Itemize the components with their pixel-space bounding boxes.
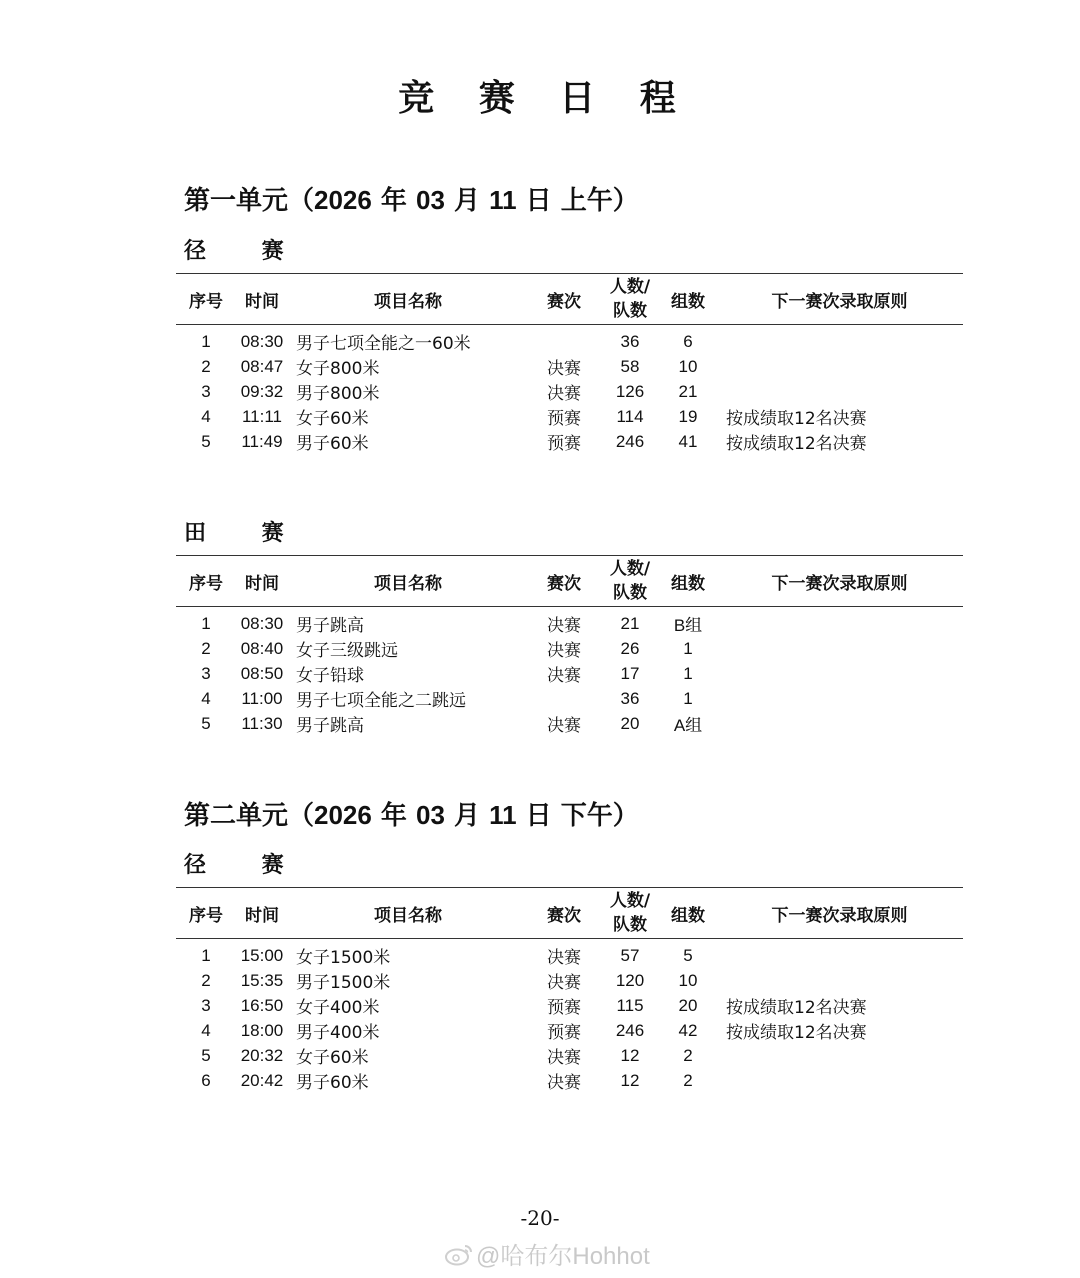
cell-count: 26 — [620, 638, 640, 658]
cell-groups: 1 — [683, 688, 693, 708]
cell-time: 08:30 — [240, 613, 284, 633]
unit2-track-rows — [176, 939, 963, 1094]
col-count-header-line1: 人数/ — [609, 277, 651, 297]
cell-advance-rule — [716, 661, 963, 686]
unit1-field-heading: 田 赛 — [184, 521, 308, 546]
col-groups-header: 组数 — [660, 274, 716, 325]
cell-round — [528, 325, 600, 355]
col-time-header: 时间 — [236, 556, 288, 607]
cell-count: 120 — [615, 970, 645, 990]
unit2-month: 03 — [416, 800, 445, 830]
cell-groups: 10 — [678, 356, 698, 376]
table-row — [176, 968, 963, 993]
cell-time: 20:32 — [240, 1045, 284, 1065]
unit1-field-rows — [176, 607, 963, 737]
cell-event-name: 男子七项全能之一60米 — [296, 334, 471, 354]
cell-event-name: 女子400米 — [296, 998, 380, 1018]
col-count-header-line2: 队数 — [613, 301, 647, 321]
col-name-header: 项目名称 — [288, 274, 528, 325]
unit1-track-heading: 径 赛 — [184, 239, 308, 264]
cell-groups: B组 — [673, 616, 703, 635]
unit2-day-char: 日 — [525, 801, 552, 831]
col-count-header-line1: 人数/ — [609, 559, 651, 579]
cell-no: 2 — [201, 638, 211, 658]
cell-event-name: 男子60米 — [296, 434, 369, 454]
cell-time: 08:30 — [240, 331, 284, 351]
cell-time: 20:42 — [240, 1070, 284, 1090]
unit1-heading — [184, 180, 639, 217]
unit1-track-rows — [176, 325, 963, 455]
cell-round: 预赛 — [547, 1023, 581, 1043]
cell-round: 预赛 — [547, 998, 581, 1018]
table-header-row — [176, 274, 963, 325]
cell-groups: 2 — [683, 1070, 693, 1090]
cell-no: 5 — [201, 1045, 211, 1065]
cell-round: 决赛 — [547, 666, 581, 686]
cell-no: 4 — [201, 688, 211, 708]
cell-no: 4 — [201, 1020, 211, 1040]
table-row — [176, 686, 963, 711]
cell-groups: 19 — [678, 406, 698, 426]
cell-count: 17 — [620, 663, 640, 683]
cell-time: 08:50 — [240, 663, 284, 683]
table-row — [176, 607, 963, 637]
cell-no: 3 — [201, 663, 211, 683]
col-count-header-line2: 队数 — [613, 915, 647, 935]
cell-groups: A组 — [673, 716, 703, 735]
cell-event-name: 女子铅球 — [296, 666, 364, 686]
cell-event-name: 女子800米 — [296, 359, 380, 379]
cell-round: 决赛 — [547, 973, 581, 993]
cell-time: 18:00 — [240, 1020, 284, 1040]
cell-event-name: 女子三级跳远 — [296, 641, 398, 661]
cell-time: 11:11 — [241, 406, 283, 426]
col-rule-header: 下一赛次录取原则 — [716, 274, 963, 325]
col-count-header — [600, 888, 660, 939]
unit1-month: 03 — [416, 185, 445, 215]
col-round-header: 赛次 — [528, 888, 600, 939]
page-title: 竞 赛 日 程 — [398, 77, 692, 119]
cell-groups: 1 — [683, 638, 693, 658]
cell-event-name: 男子400米 — [296, 1023, 380, 1043]
cell-event-name: 男子跳高 — [296, 616, 364, 636]
cell-count: 20 — [620, 713, 640, 733]
cell-groups: 41 — [678, 431, 698, 451]
table-row — [176, 354, 963, 379]
cell-count: 57 — [620, 945, 640, 965]
cell-groups: 2 — [683, 1045, 693, 1065]
cell-time: 08:40 — [240, 638, 284, 658]
unit2-track-heading: 径 赛 — [184, 853, 308, 878]
cell-event-name: 女子1500米 — [296, 948, 391, 968]
cell-no: 1 — [201, 613, 211, 633]
table-header-row — [176, 556, 963, 607]
unit1-track-table — [176, 273, 963, 454]
cell-time: 08:47 — [240, 356, 284, 376]
cell-advance-rule — [716, 607, 963, 637]
unit1-period: 上午） — [560, 186, 639, 216]
cell-time: 11:00 — [241, 688, 283, 708]
cell-count: 126 — [615, 381, 645, 401]
cell-groups: 21 — [678, 381, 698, 401]
cell-event-name: 男子800米 — [296, 384, 380, 404]
col-round-header: 赛次 — [528, 556, 600, 607]
cell-count: 36 — [620, 688, 640, 708]
cell-event-name: 男子1500米 — [296, 973, 391, 993]
cell-round: 决赛 — [547, 1073, 581, 1093]
col-round-header: 赛次 — [528, 274, 600, 325]
cell-round: 决赛 — [547, 641, 581, 661]
cell-no: 2 — [201, 356, 211, 376]
unit1-year: 2026 — [314, 185, 372, 215]
cell-advance-rule — [716, 325, 963, 355]
table-row — [176, 711, 963, 736]
cell-advance-rule: 按成绩取12名决赛 — [726, 1023, 867, 1043]
unit1-day: 11 — [489, 185, 517, 215]
table-row — [176, 379, 963, 404]
cell-event-name: 女子60米 — [296, 1048, 369, 1068]
cell-round — [528, 686, 600, 711]
cell-round: 预赛 — [547, 434, 581, 454]
cell-round: 决赛 — [547, 616, 581, 636]
cell-event-name: 女子60米 — [296, 409, 369, 429]
cell-advance-rule — [716, 1043, 963, 1068]
unit1-year-char: 年 — [380, 186, 407, 216]
cell-advance-rule — [716, 711, 963, 736]
unit2-prefix: 第二单元（ — [184, 801, 315, 831]
col-name-header: 项目名称 — [288, 888, 528, 939]
cell-no: 5 — [201, 713, 211, 733]
cell-advance-rule — [716, 968, 963, 993]
table-row — [176, 939, 963, 969]
cell-event-name: 男子60米 — [296, 1073, 369, 1093]
cell-groups: 5 — [683, 945, 693, 965]
cell-count: 246 — [615, 1020, 645, 1040]
col-name-header: 项目名称 — [288, 556, 528, 607]
col-count-header — [600, 556, 660, 607]
col-count-header-line2: 队数 — [613, 583, 647, 603]
table-row — [176, 636, 963, 661]
cell-no: 1 — [201, 945, 211, 965]
cell-count: 36 — [620, 331, 640, 351]
cell-advance-rule: 按成绩取12名决赛 — [726, 998, 867, 1018]
cell-advance-rule: 按成绩取12名决赛 — [726, 409, 867, 429]
cell-no: 5 — [201, 431, 211, 451]
cell-count: 21 — [620, 613, 640, 633]
cell-groups: 20 — [678, 995, 698, 1015]
cell-event-name: 男子七项全能之二跳远 — [296, 691, 466, 711]
cell-time: 11:49 — [241, 431, 283, 451]
cell-advance-rule — [716, 379, 963, 404]
table-row — [176, 404, 963, 429]
unit2-heading — [184, 795, 639, 832]
cell-advance-rule — [716, 636, 963, 661]
cell-round: 决赛 — [547, 359, 581, 379]
cell-no: 3 — [201, 995, 211, 1015]
table-row — [176, 429, 963, 454]
table-row — [176, 325, 963, 355]
cell-time: 16:50 — [240, 995, 284, 1015]
col-time-header: 时间 — [236, 274, 288, 325]
watermark — [444, 1236, 650, 1271]
cell-count: 12 — [620, 1045, 640, 1065]
watermark-text: @哈布尔Hohhot — [476, 1243, 650, 1270]
col-groups-header: 组数 — [660, 556, 716, 607]
cell-no: 2 — [201, 970, 211, 990]
cell-round: 决赛 — [547, 716, 581, 736]
cell-round: 预赛 — [547, 409, 581, 429]
cell-no: 6 — [201, 1070, 211, 1090]
unit2-year: 2026 — [314, 800, 372, 830]
col-time-header: 时间 — [236, 888, 288, 939]
cell-event-name: 男子跳高 — [296, 716, 364, 736]
unit1-day-char: 日 — [525, 186, 552, 216]
col-count-header-line1: 人数/ — [609, 891, 651, 911]
col-count-header — [600, 274, 660, 325]
unit2-year-char: 年 — [380, 801, 407, 831]
cell-advance-rule — [716, 354, 963, 379]
table-row — [176, 1043, 963, 1068]
cell-advance-rule — [716, 686, 963, 711]
col-no-header: 序号 — [176, 274, 236, 325]
table-row — [176, 1068, 963, 1093]
cell-groups: 10 — [678, 970, 698, 990]
table-header-row — [176, 888, 963, 939]
unit2-month-char: 月 — [453, 801, 480, 831]
cell-count: 246 — [615, 431, 645, 451]
cell-advance-rule — [716, 1068, 963, 1093]
cell-count: 115 — [616, 995, 644, 1015]
cell-groups: 42 — [678, 1020, 698, 1040]
unit1-prefix: 第一单元（ — [184, 186, 315, 216]
unit2-period: 下午） — [560, 801, 639, 831]
cell-no: 3 — [201, 381, 211, 401]
cell-count: 114 — [616, 406, 644, 426]
cell-advance-rule — [716, 939, 963, 969]
cell-time: 09:32 — [240, 381, 284, 401]
table-row — [176, 1018, 963, 1043]
cell-no: 1 — [201, 331, 211, 351]
cell-round: 决赛 — [547, 1048, 581, 1068]
cell-time: 15:35 — [240, 970, 284, 990]
cell-groups: 1 — [683, 663, 693, 683]
col-rule-header: 下一赛次录取原则 — [716, 888, 963, 939]
weibo-icon — [444, 1242, 474, 1266]
cell-count: 58 — [620, 356, 640, 376]
unit2-day: 11 — [489, 800, 517, 830]
cell-advance-rule: 按成绩取12名决赛 — [726, 434, 867, 454]
table-row — [176, 993, 963, 1018]
col-no-header: 序号 — [176, 888, 236, 939]
unit1-month-char: 月 — [453, 186, 480, 216]
cell-round: 决赛 — [547, 948, 581, 968]
page-number: -20- — [520, 1206, 560, 1230]
cell-count: 12 — [620, 1070, 640, 1090]
cell-time: 15:00 — [240, 945, 284, 965]
cell-no: 4 — [201, 406, 211, 426]
cell-groups: 6 — [683, 331, 693, 351]
unit1-field-table — [176, 555, 963, 736]
unit2-track-table — [176, 887, 963, 1093]
col-groups-header: 组数 — [660, 888, 716, 939]
table-row — [176, 661, 963, 686]
cell-time: 11:30 — [241, 713, 283, 733]
col-rule-header: 下一赛次录取原则 — [716, 556, 963, 607]
col-no-header: 序号 — [176, 556, 236, 607]
cell-round: 决赛 — [547, 384, 581, 404]
